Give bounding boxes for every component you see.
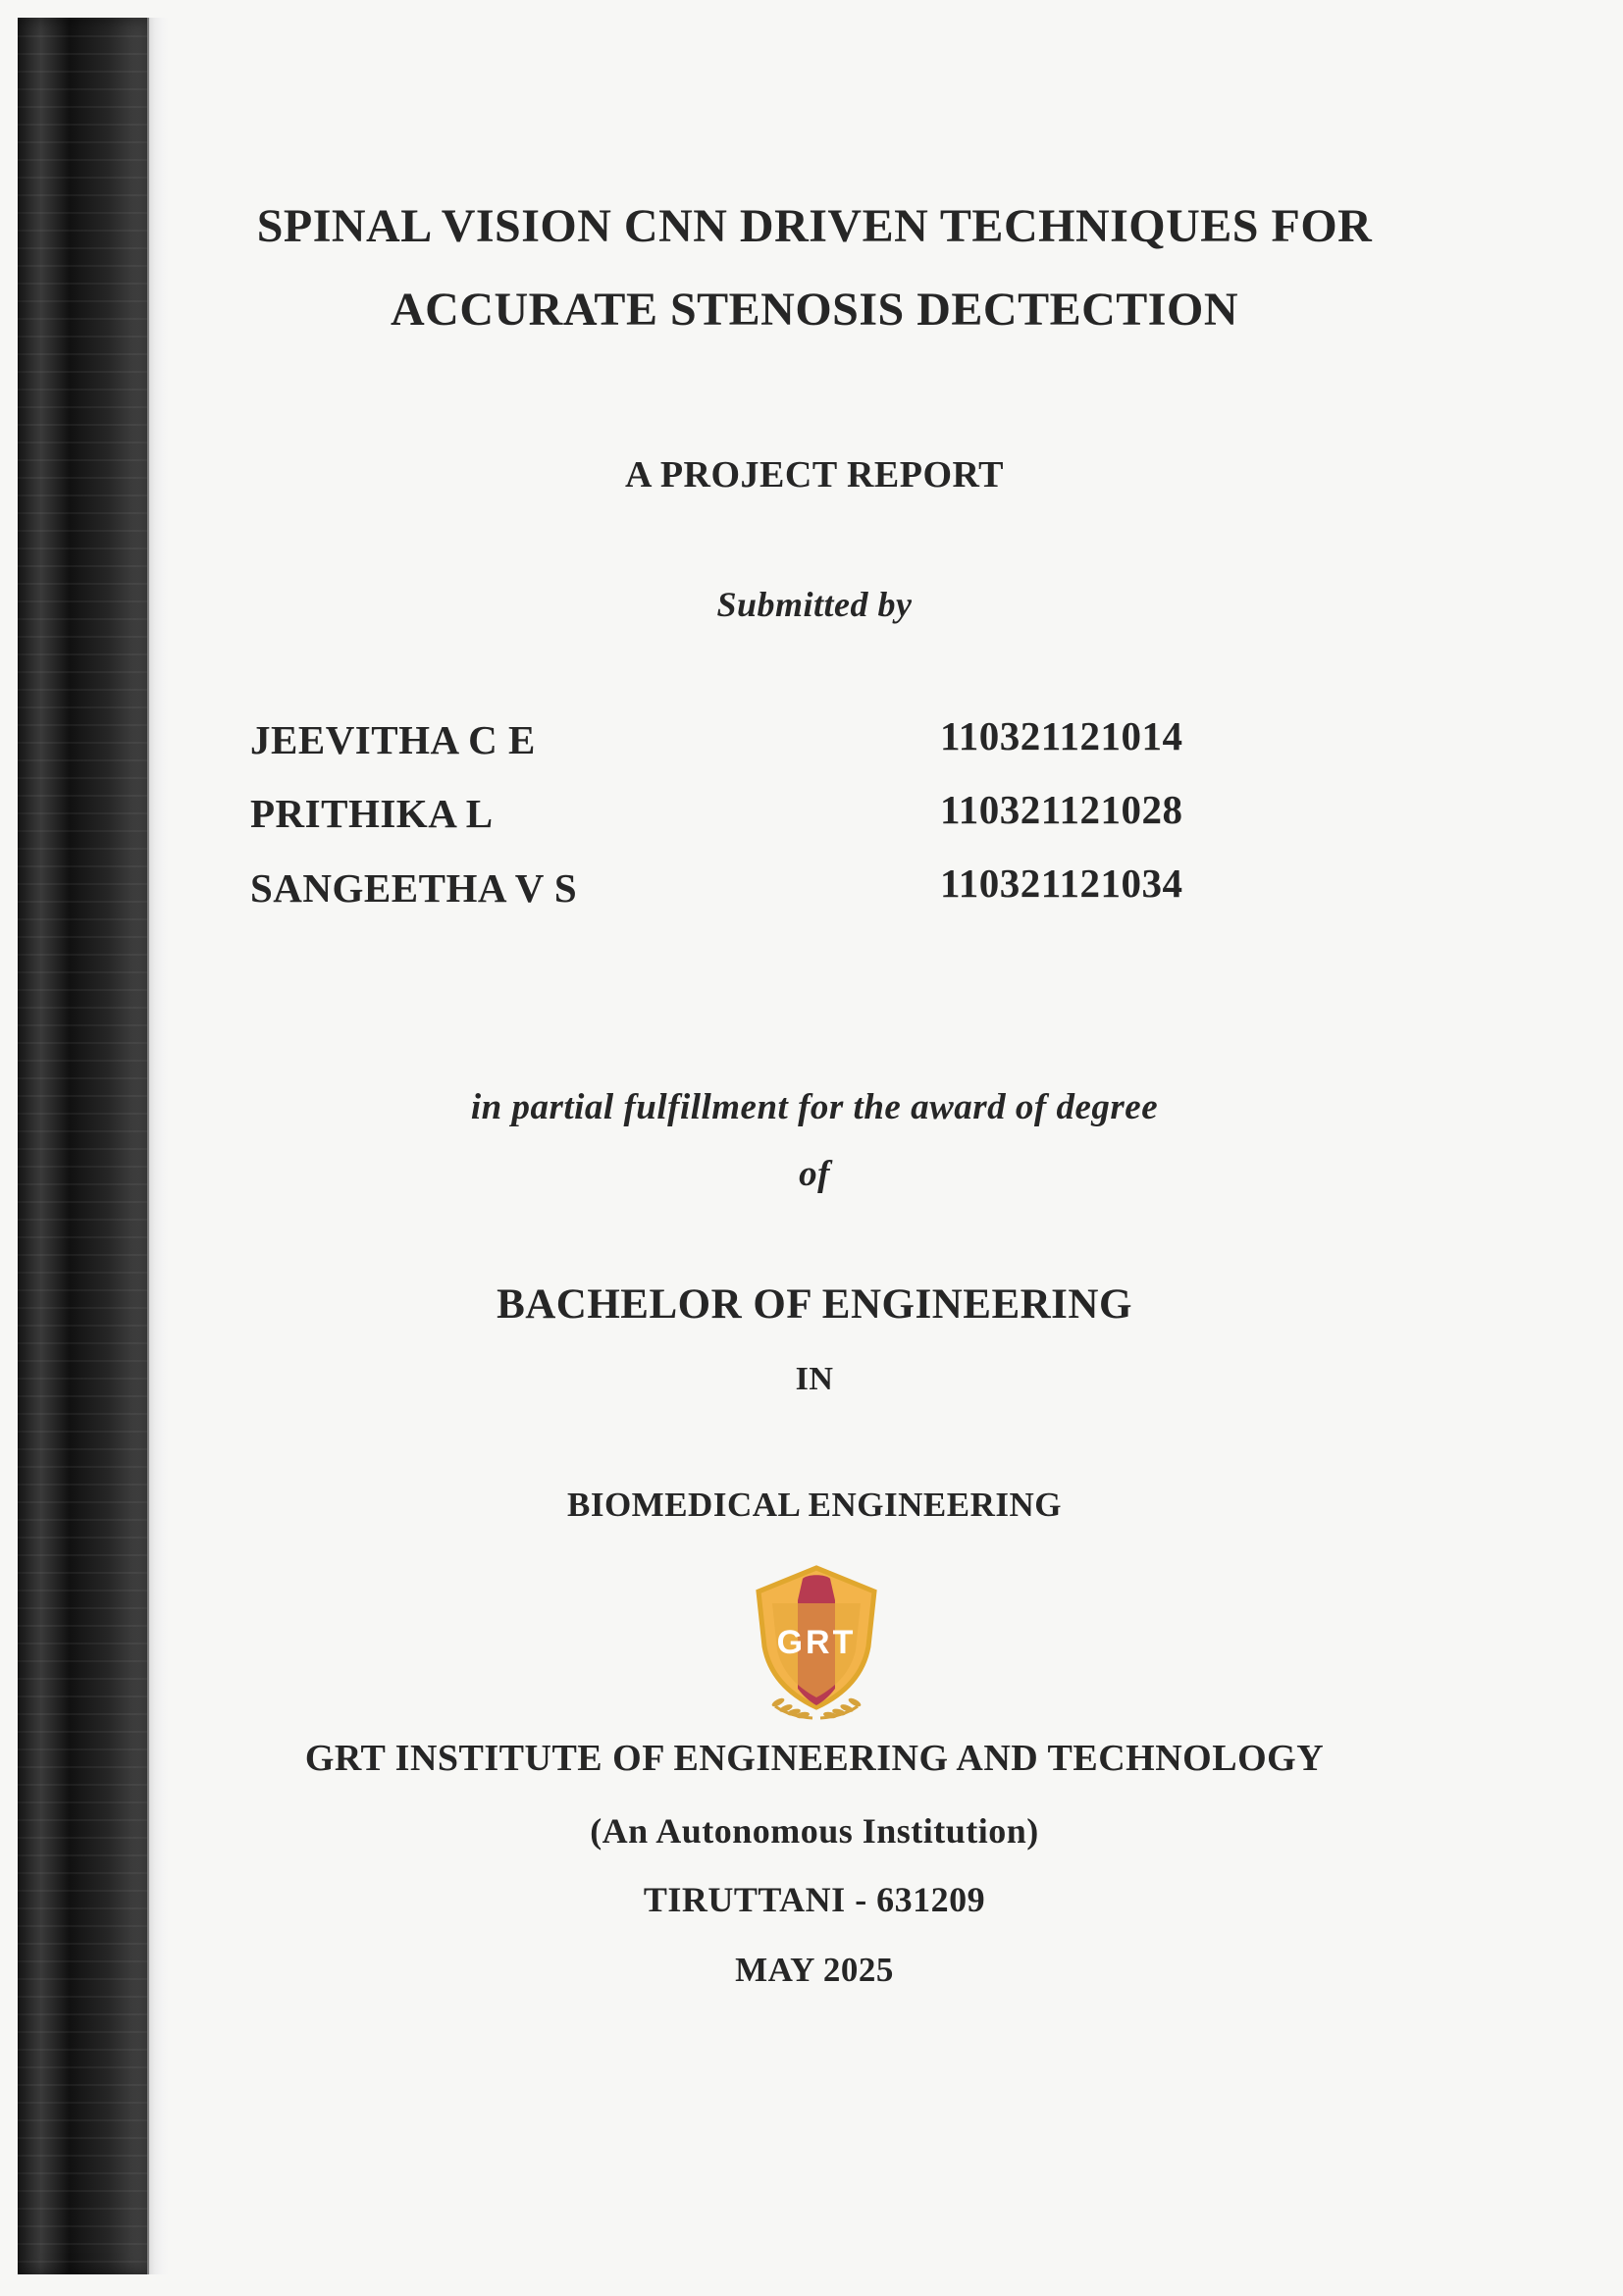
institution-name: GRT INSTITUTE OF ENGINEERING AND TECHNOLOGY bbox=[304, 1738, 1325, 1779]
student-name-2: PRITHIKA L bbox=[250, 791, 494, 836]
binding-edge bbox=[147, 18, 169, 2274]
grt-logo-text: GRT bbox=[776, 1624, 857, 1661]
degree-in-label: IN bbox=[795, 1361, 834, 1397]
student-name-1: JEEVITHA C E bbox=[250, 717, 536, 762]
binding-line bbox=[147, 18, 149, 2274]
report-title-line-1: SPINAL VISION CNN DRIVEN TECHNIQUES FOR bbox=[256, 200, 1373, 252]
department-name: BIOMEDICAL ENGINEERING bbox=[566, 1486, 1062, 1524]
student-id-3: 110321121034 bbox=[940, 861, 1183, 906]
report-title-line-2: ACCURATE STENOSIS DECTECTION bbox=[391, 284, 1238, 336]
degree-name: BACHELOR OF ENGINEERING bbox=[497, 1281, 1132, 1328]
fulfillment-line-2: of bbox=[799, 1154, 830, 1194]
binding-strip bbox=[18, 18, 147, 2274]
institution-status: (An Autonomous Institution) bbox=[590, 1811, 1039, 1851]
grt-logo bbox=[745, 1564, 888, 1733]
fulfillment-line-1: in partial fulfillment for the award of degree bbox=[470, 1087, 1159, 1127]
institution-location: TIRUTTANI - 631209 bbox=[643, 1880, 986, 1919]
student-id-1: 110321121014 bbox=[940, 713, 1183, 758]
submitted-by-label: Submitted by bbox=[716, 585, 913, 624]
student-name-3: SANGEETHA V S bbox=[250, 865, 578, 911]
student-id-2: 110321121028 bbox=[940, 787, 1183, 832]
report-date: MAY 2025 bbox=[735, 1951, 894, 1989]
report-type: A PROJECT REPORT bbox=[624, 454, 1004, 496]
